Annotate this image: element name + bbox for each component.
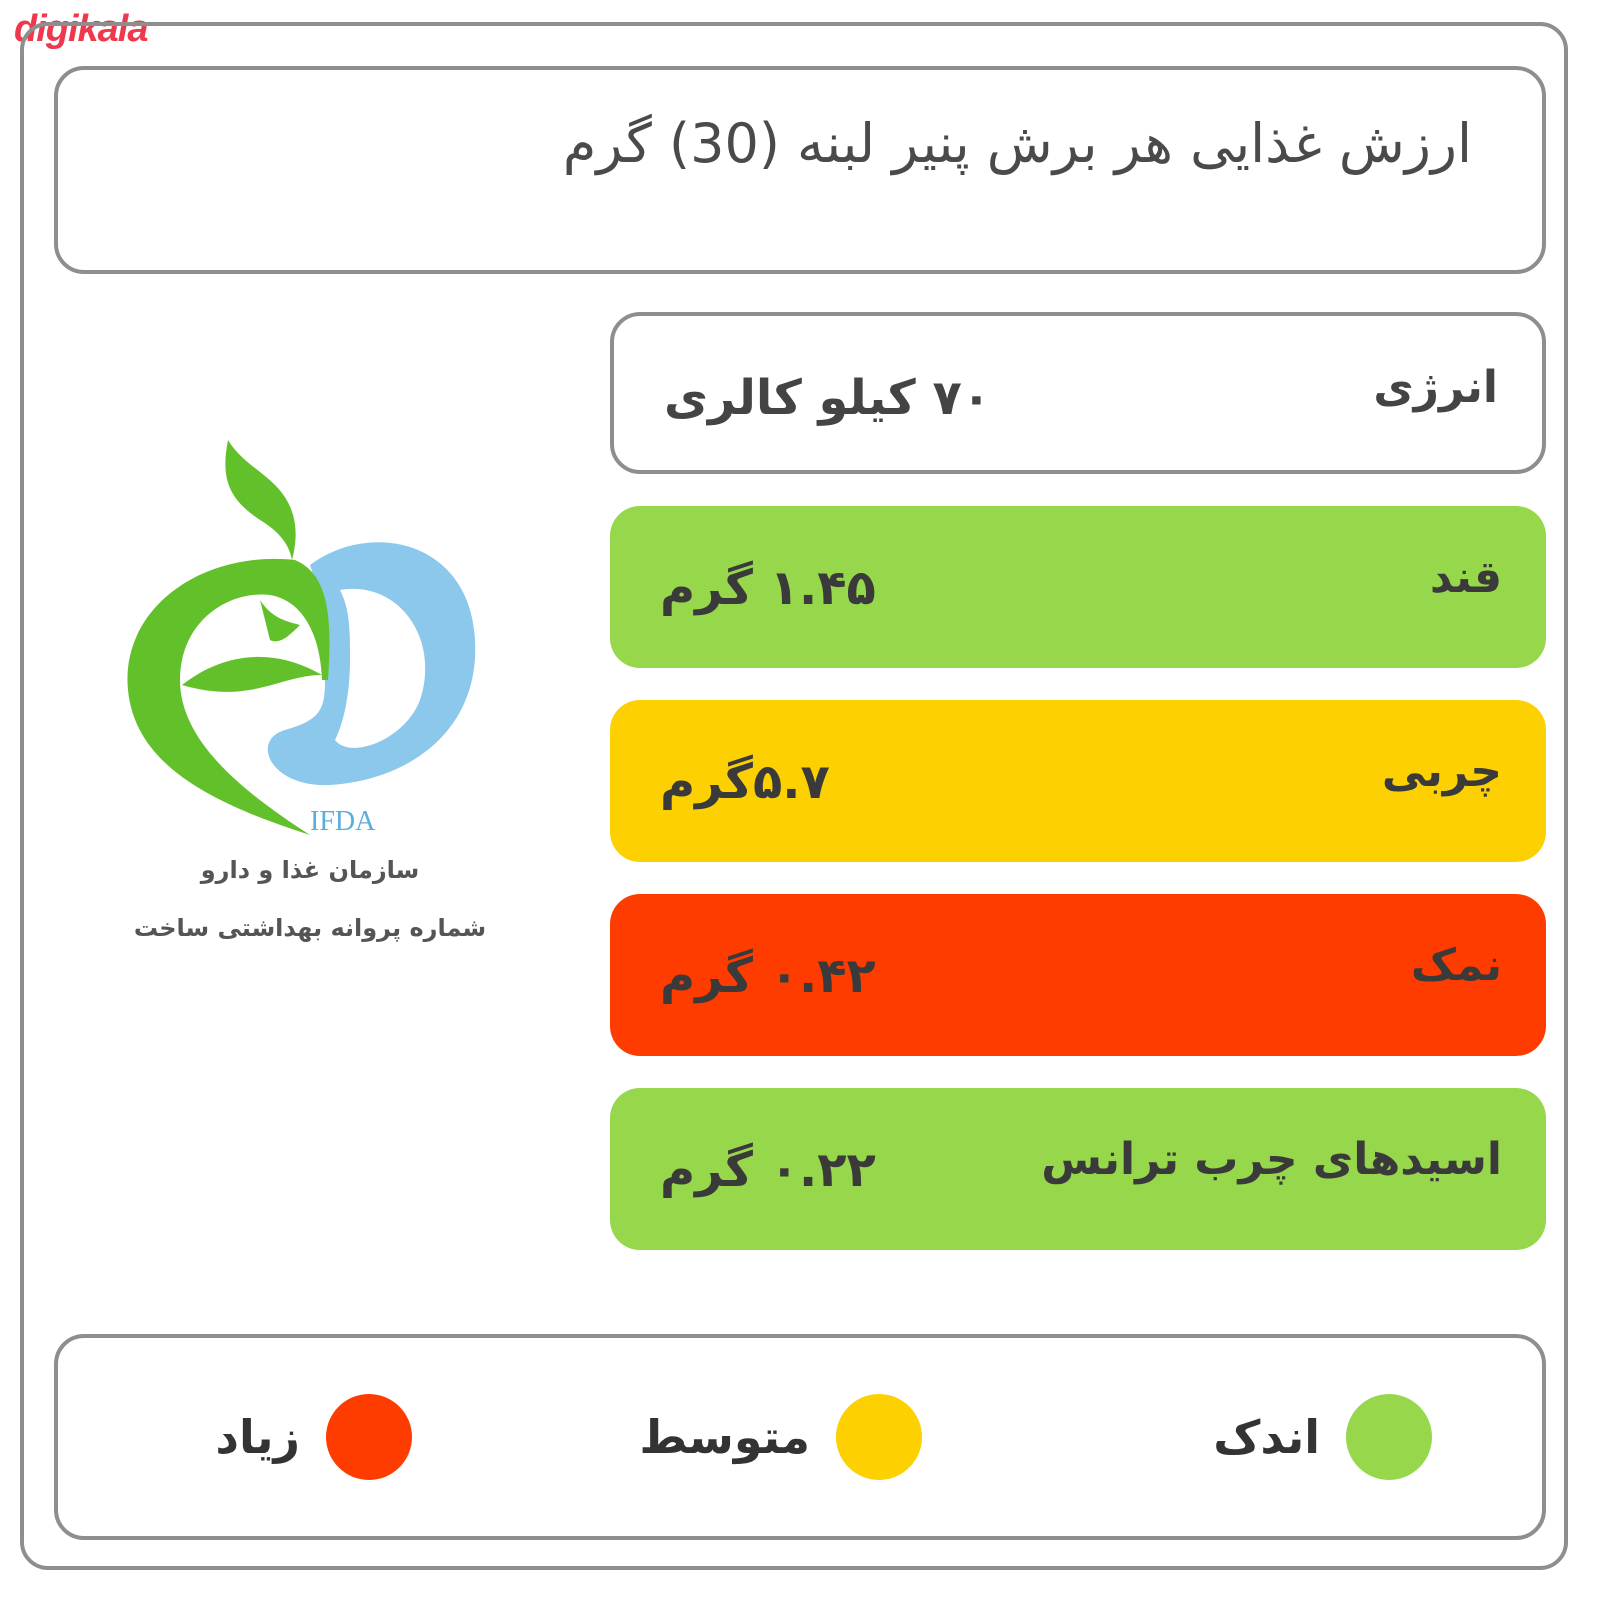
legend-dot-medium-icon	[836, 1394, 922, 1480]
nutrient-label-energy: انرژی	[1373, 362, 1498, 413]
nutrient-label-fat: چربی	[1381, 746, 1502, 797]
ifda-logo-icon	[110, 440, 510, 860]
title-panel	[54, 66, 1546, 274]
nutrient-value-sugar: ۱.۴۵ گرم	[660, 560, 876, 616]
logo-caption-org: سازمان غذا و دارو	[200, 856, 420, 884]
nutrient-row-fat	[610, 700, 1546, 862]
nutrient-row-salt	[610, 894, 1546, 1056]
nutrient-value-fat: ۵.۷گرم	[660, 754, 830, 810]
nutrient-label-salt: نمک	[1410, 940, 1502, 991]
legend-panel	[54, 1334, 1546, 1540]
nutrient-row-sugar	[610, 506, 1546, 668]
nutrient-row-trans-fat	[610, 1088, 1546, 1250]
legend-label-medium: متوسط	[639, 1410, 810, 1464]
brand-logo: digikala	[14, 8, 148, 50]
legend-item-low	[1213, 1338, 1432, 1536]
legend-item-medium	[639, 1338, 922, 1536]
nutrient-value-energy: ۷۰ کیلو کالری	[664, 370, 992, 426]
page-title: ارزش غذایی هر برش پنیر لبنه (30) گرم	[562, 112, 1472, 175]
nutrient-label-trans-fat: اسیدهای چرب ترانس	[1041, 1134, 1502, 1185]
legend-label-low: اندک	[1213, 1410, 1320, 1464]
nutrient-row-energy	[610, 312, 1546, 474]
legend-label-high: زیاد	[215, 1410, 300, 1464]
logo-caption-license: شماره پروانه بهداشتی ساخت	[133, 914, 487, 942]
legend-dot-high-icon	[326, 1394, 412, 1480]
nutrient-value-salt: ۰.۴۲ گرم	[660, 948, 876, 1004]
legend-dot-low-icon	[1346, 1394, 1432, 1480]
nutrient-value-trans-fat: ۰.۲۲ گرم	[660, 1142, 876, 1198]
ifda-logo-text: IFDA	[310, 806, 376, 837]
nutrient-label-sugar: قند	[1429, 552, 1502, 603]
legend-item-high	[215, 1338, 412, 1536]
